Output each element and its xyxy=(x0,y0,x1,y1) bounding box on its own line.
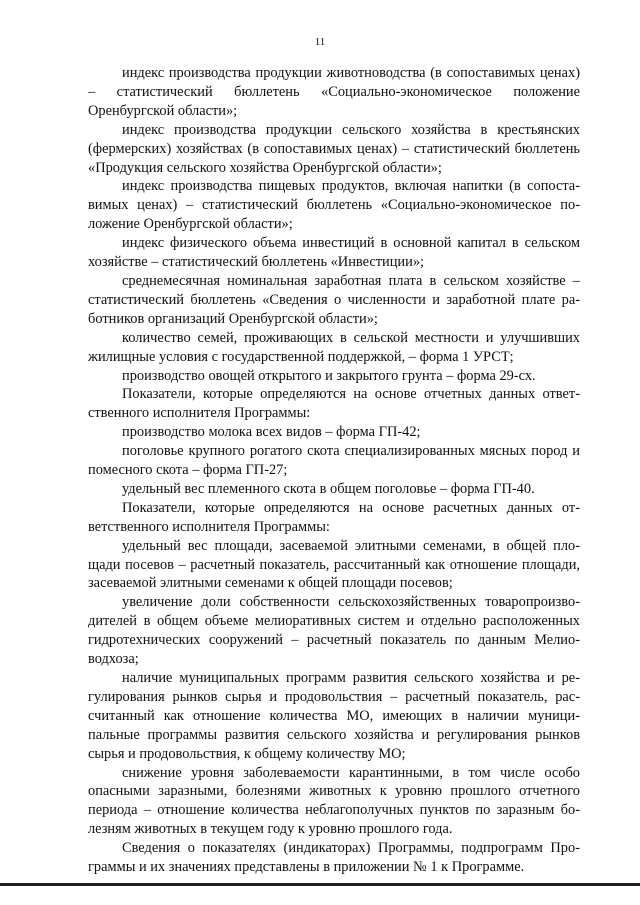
paragraph: удельный вес племенного скота в общем поголовье – форма ГП-40. xyxy=(122,480,535,497)
paragraph: Сведения о показателях (индикаторах) Программы, подпрограмм Программы и их значениях представлены в приложении № 1 к Программе. xyxy=(88,840,580,876)
page-number: 11 xyxy=(314,36,326,48)
paragraph: индекс производства продукции сельского хозяйства в крестьянских (фермерских) хозяйствах (в сопоставимых ценах) – статистический бюллетень «Продукция сельского хозяйства Оренбургской области»; xyxy=(88,121,580,176)
paragraph: количество семей, проживающих в сельской местности и улучшивших жилищные условия с государственной поддержкой, – форма 1 УРСТ; xyxy=(88,329,580,365)
paragraph: поголовье крупного рогатого скота специализированных мясных пород и помесного скота – форма ГП-27; xyxy=(88,443,580,479)
document-body xyxy=(88,64,580,877)
paragraph: Показатели, которые определяются на основе расчетных данных ответственного исполнителя Программы: xyxy=(88,499,580,535)
page-bottom-edge xyxy=(0,883,640,886)
paragraph: увеличение доли собственности сельскохозяйственных товаропроизводителей в общем объеме мелиоративных систем и отдельно расположенных гидротехнических сооружений – расчетный показатель по данным Мелиоводхоза; xyxy=(88,594,580,668)
paragraph: индекс производства продукции животноводства (в сопоставимых ценах) – статистический бюллетень «Социально-экономическое положение Оренбургской области»; xyxy=(88,65,580,119)
paragraph: Показатели, которые определяются на основе отчетных данных ответственного исполнителя Программы: xyxy=(88,386,580,422)
paragraph: производство молока всех видов – форма ГП-42; xyxy=(122,424,421,441)
paragraph: производство овощей открытого и закрытого грунта – форма 29-сх. xyxy=(122,367,536,384)
paragraph: индекс производства пищевых продуктов, включая напитки (в сопоставимых ценах) – статистический бюллетень «Социально-экономическое положение Оренбургской области»; xyxy=(88,178,580,233)
paragraph: наличие муниципальных программ развития сельского хозяйства и регулирования рынков сырья и продовольствия – расчетный показатель, рассчитанный как отношение количества МО, имеющих в наличии муниципальные программы развития сельского хозяйства и регулирования рынков сырья и продовольствия, к общему количеству МО; xyxy=(88,670,580,762)
paragraph: индекс физического объема инвестиций в основной капитал в сельском хозяйстве – статистический бюллетень «Инвестиции»; xyxy=(88,235,580,271)
paragraph: снижение уровня заболеваемости карантинными, в том числе особо опасными заразными, болезнями животных к уровню прошлого отчетного периода – отношение количества неблагополучных пунктов по заразным болезням животных в текущем году к уровню прошлого года. xyxy=(88,764,580,838)
paragraph: среднемесячная номинальная заработная плата в сельском хозяйстве – статистический бюллетень «Сведения о численности и заработной плате работников организаций Оренбургской области»; xyxy=(88,272,580,327)
paragraph: удельный вес площади, засеваемой элитными семенами, в общей площади посевов – расчетный показатель, рассчитанный как отношение площади, засеваемой элитными семенами к общей площади посевов; xyxy=(88,537,580,592)
